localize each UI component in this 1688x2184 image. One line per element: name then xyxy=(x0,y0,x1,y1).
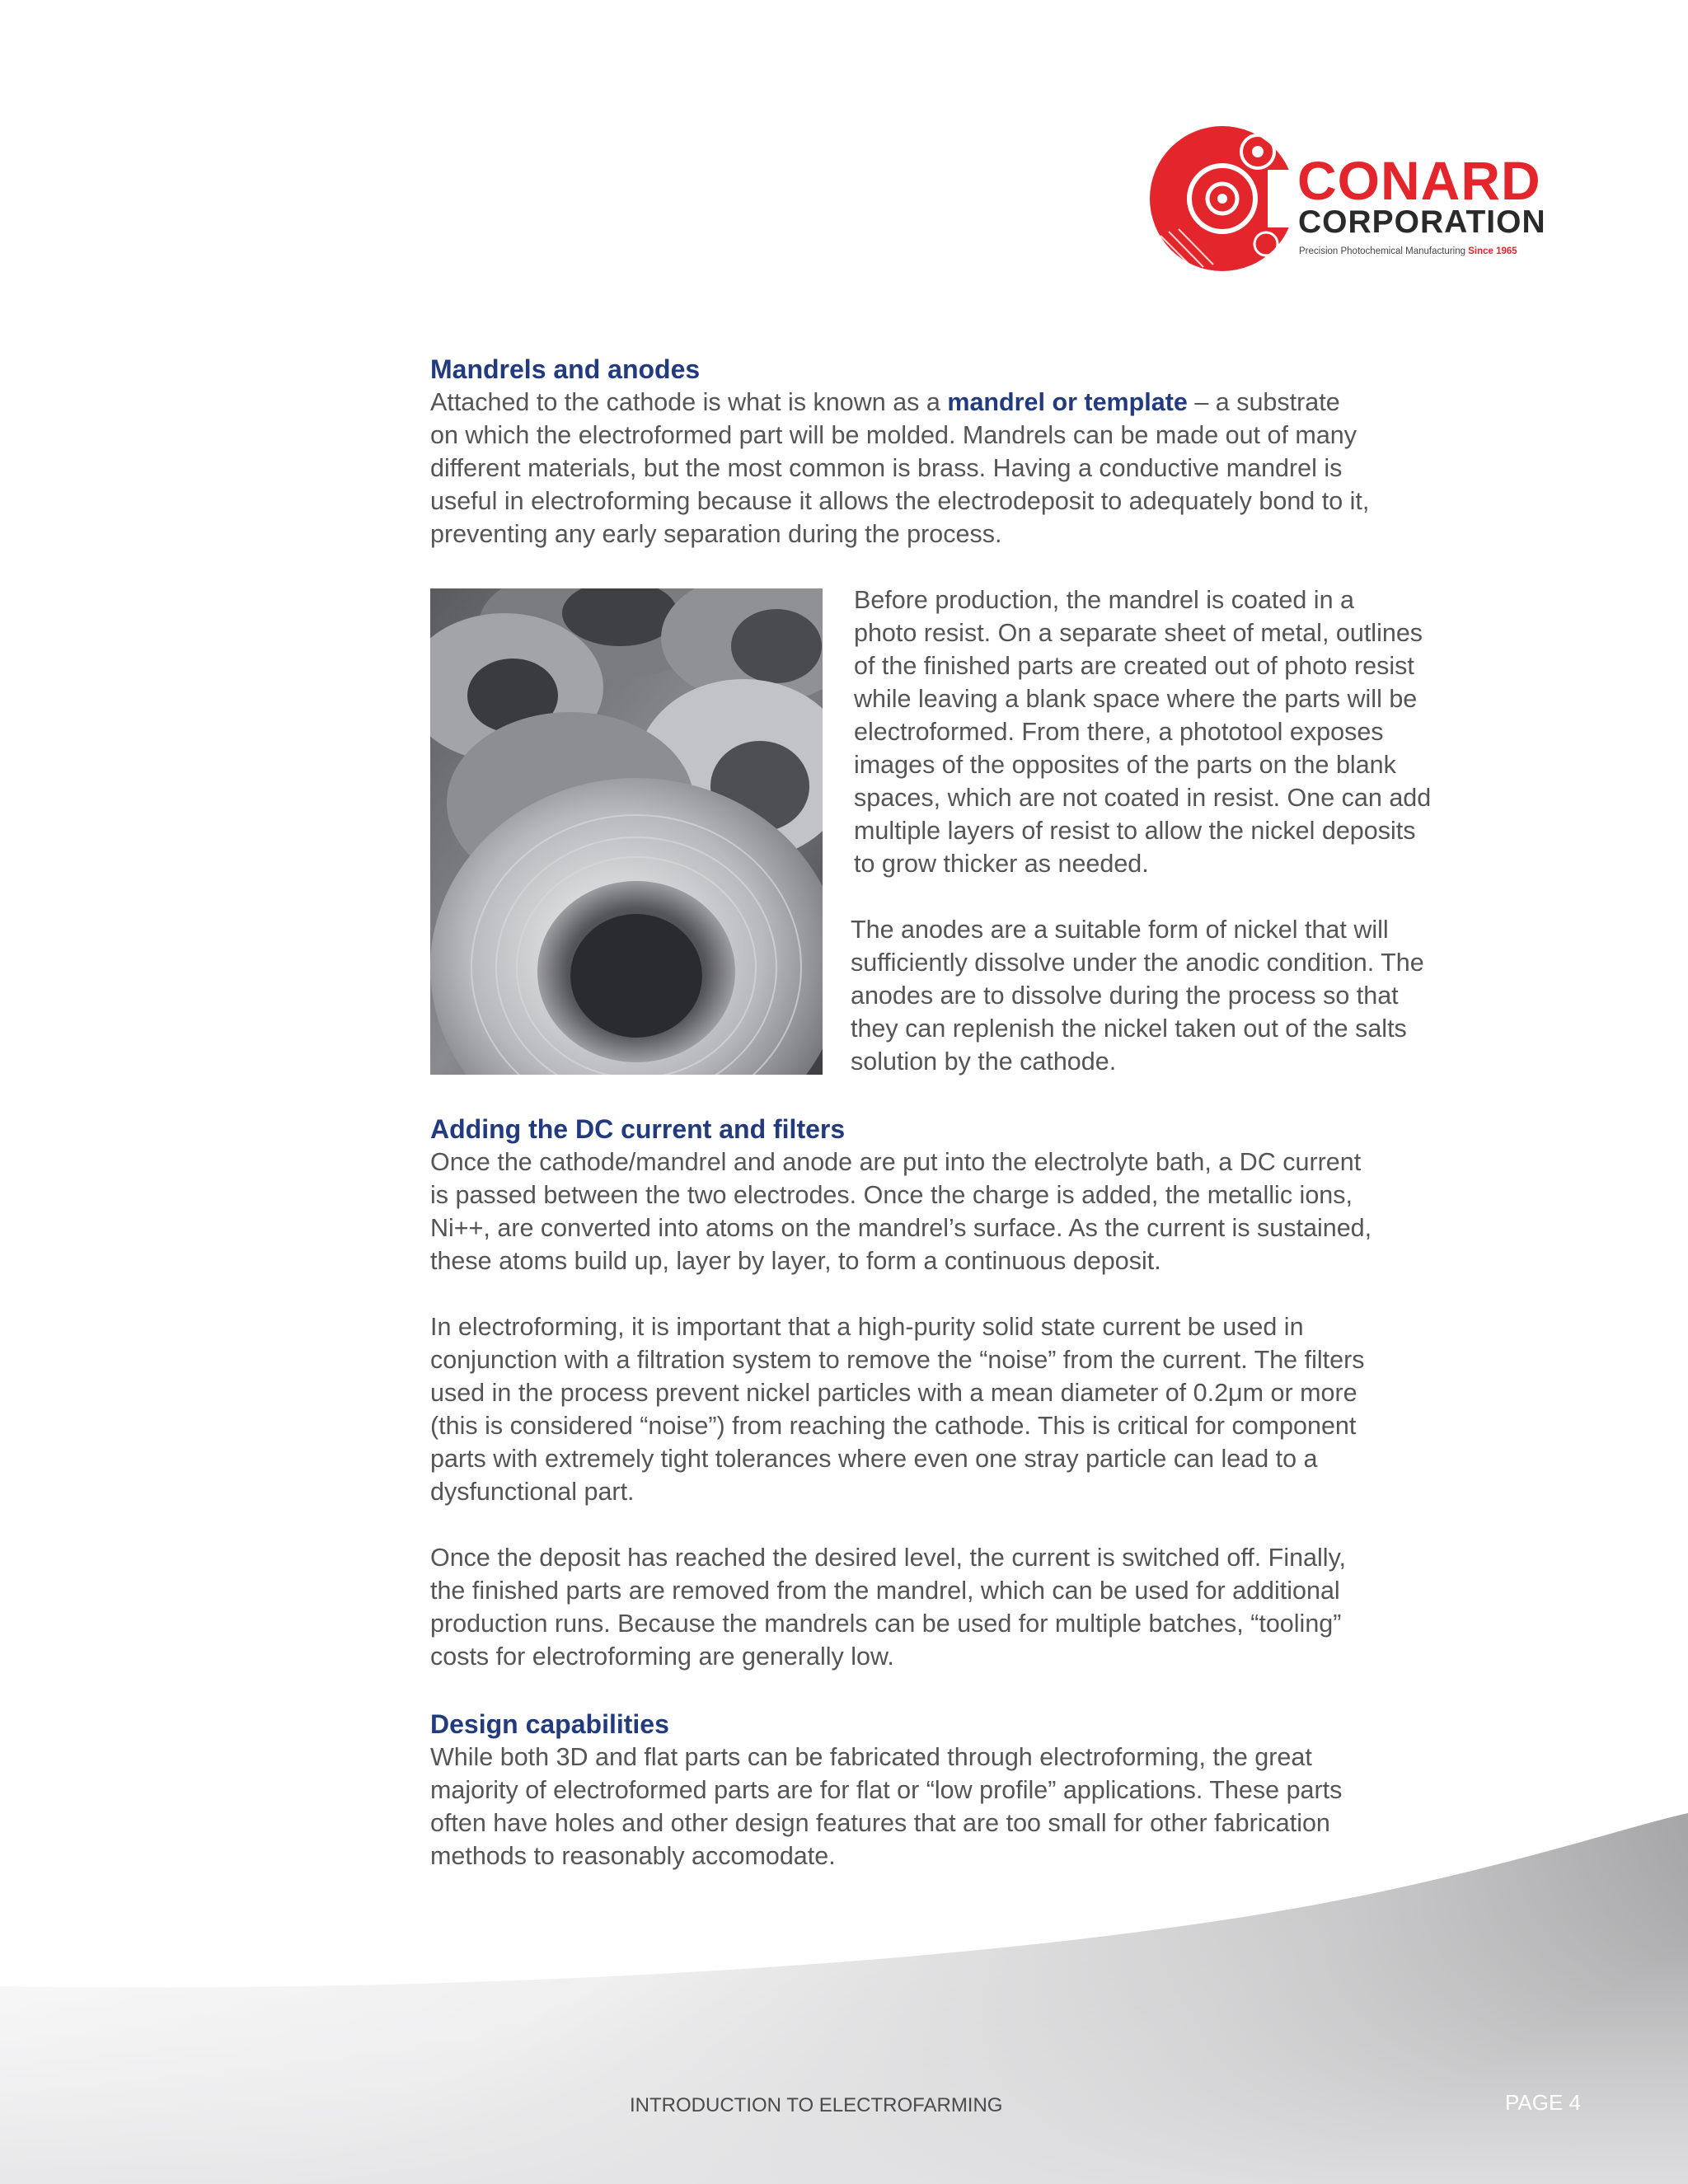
heading-dc-current: Adding the DC current and filters xyxy=(430,1114,846,1144)
dc-current-paragraph-3: Once the deposit has reached the desired level, the current is switched off. Finally, the finished parts are removed from the mandrel, which can be used for additional production runs. Because the mandrels can be used for multiple batches, “tooling” costs for electroforming are generally low. xyxy=(430,1544,1347,1671)
dc-current-paragraph-2: In electroforming, it is important that a high-purity solid state current be used in conjunction with a filtration system to remove the “noise” from the current. The filters used in the process prevent nickel particles with a mean diameter of 0.2μm or more (this is considered “noise”) from reaching the cathode. This is critical for component parts with extremely tight tolerances where even one stray particle can lead to a dysfunctional part. xyxy=(430,1313,1365,1506)
steel-coils-photo xyxy=(430,588,823,1075)
dc-current-paragraph-1: Once the cathode/mandrel and anode are put into the electrolyte bath, a DC current is passed between the two electrodes. Once the charge is added, the metallic ions, Ni++, are converted into atoms on the mandrel’s surface. As the current is sustained, these atoms build up, layer by layer, to form a continuous deposit. xyxy=(430,1148,1372,1275)
gear-emblem-icon xyxy=(1144,120,1301,277)
logo-tagline xyxy=(1299,246,1517,257)
anodes-paragraph: The anodes are a suitable form of nickel that will sufficiently dissolve under the anodic condition. The anodes are to dissolve during the process so that they can replenish the nickel taken out of the salts solution by the cathode. xyxy=(851,916,1424,1076)
design-paragraph: While both 3D and flat parts can be fabricated through electroforming, the great majority of electroformed parts are for flat or “low profile” applications. These parts often have holes and other design features that are too small for other fabrication methods to reasonably accomodate. xyxy=(430,1743,1343,1870)
mandrels-intro-before: Attached to the cathode is what is known as a xyxy=(430,388,948,416)
logo-name-line1: CONARD xyxy=(1297,150,1541,211)
mandrel-term: mandrel or template xyxy=(947,388,1188,416)
logo-since: Since 1965 xyxy=(1468,246,1517,256)
heading-mandrels: Mandrels and anodes xyxy=(430,354,701,384)
footer-title: INTRODUCTION TO ELECTROFARMING xyxy=(630,2094,1003,2116)
logo-name-line2: CORPORATION xyxy=(1298,204,1546,240)
page-number: PAGE 4 xyxy=(1505,2090,1582,2115)
photo-resist-paragraph: Before production, the mandrel is coated in a photo resist. On a separate sheet of metal, outlines of the finished parts are created out of photo resist while leaving a blank space where the parts will be electroformed. From there, a phototool exposes images of the opposites of the parts on the blank spaces, which are not coated in resist. One can add multiple layers of resist to allow the nickel deposits to grow thicker as needed. xyxy=(854,586,1432,878)
logo-tagline-text: Precision Photochemical Manufacturing xyxy=(1299,246,1465,256)
mandrels-intro xyxy=(430,386,1502,551)
company-logo xyxy=(1144,120,1573,277)
heading-design: Design capabilities xyxy=(430,1709,669,1739)
mandrels-intro-after: – a substrate on which the electroformed part will be molded. Mandrels can be made out of many different materials, but the most common is brass. Having a conductive mandrel is useful in electroforming because it allows the electrodeposit to adequately bond to it, preventing any early separation during the process. xyxy=(430,388,1370,548)
